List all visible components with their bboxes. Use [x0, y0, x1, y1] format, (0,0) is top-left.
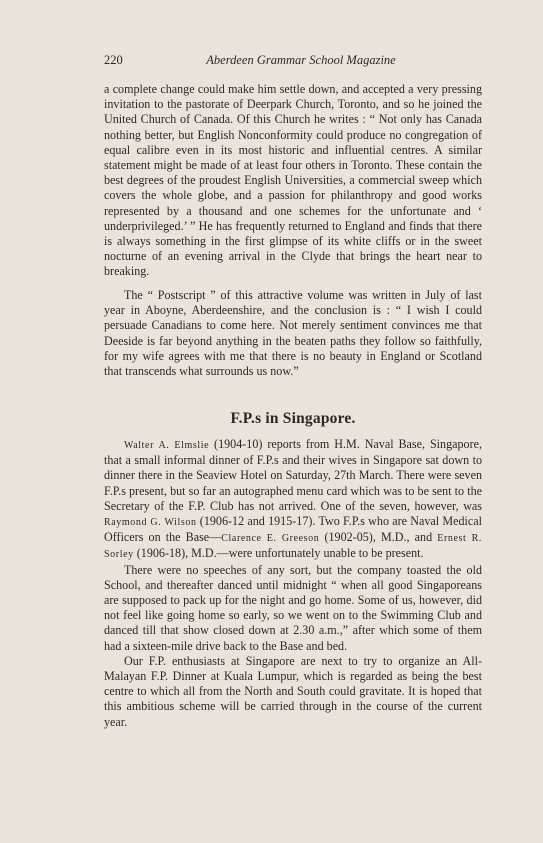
paragraph-text: (1904-10) reports from H.M. Naval Base, Singapore, that a small informal dinner of F.P.s and their wives in Singapore sat down to dinner there in the Seaview Hotel on Saturday, 27th March. There were seven F.P.s present, but so far an autographed menu card which was to be sent to the Secretary of the F.P. Club has not arrived. One of the seven, however, was [104, 437, 483, 513]
page-number: 220 [104, 53, 123, 67]
person-name: Ernest R. Sorley [104, 533, 482, 561]
section-heading: F.P.s in Singapore. [230, 410, 356, 427]
article-paragraph: There were no speeches of any sort, but the company toasted the old School, and thereafter danced until midnight “ when all good Singaporeans are supposed to pack up for the night and go home. Some of us, however, did not feel like going home so early, so we went on to the Swimming Club and danced till that show closed down at 2.30 a.m.,” after which some of them had a sixteen-mile drive back to the Base and bed. [104, 562, 482, 653]
paragraph-text: The “ Postscript ” of this attractive volume was written in July of last year in Aboyne, Aberdeenshire, and the conclusion is : “ I wish I could persuade Canadians to come here. Not merely sentiment convinces me that Deeside is far beyond anything in the beaten paths they follow so faithfully, for my wife agrees with me that there is no beauty in England or Scotland that transcends what surrounds us now.” [104, 288, 482, 379]
singapore-article [104, 437, 482, 730]
article-paragraph [104, 288, 482, 379]
article-paragraph [104, 437, 482, 563]
article-paragraph: Our F.P. enthusiasts at Singapore are next to try to organize an All-Malayan F.P. Dinner at Kuala Lumpur, which is regarded as being the best centre to which all from the North and South could gravitate. It is hoped that this ambitious scheme will be carried through in the course of the current year. [104, 653, 482, 729]
paragraph-text: (1906-12 and 1915-17). Two F.P.s who are Naval Medical Officers on the Base— [104, 514, 482, 545]
paragraph-text: (1902-05), M.D., and [319, 530, 438, 545]
paragraph-text: (1906-18), M.D.—were unfortunately unable to be present. [133, 546, 424, 561]
page-header [104, 52, 498, 68]
person-name: Walter A. Elmslie [124, 440, 210, 451]
person-name: Raymond G. Wilson [104, 517, 197, 529]
running-title: Aberdeen Grammar School Magazine [206, 53, 396, 67]
article-paragraph [104, 82, 482, 280]
person-name: Clarence E. Greeson [221, 533, 320, 545]
paragraph-text: a complete change could make him settle down, and accepted a very pressing invitation to the pastorate of Deerpark Church, Toronto, and so he joined the United Church of Canada. Of this Church he writes : “ Not only has Canada nothing better, but English Nonconformity could produce no congregation of equal calibre even in its most historic and influential centres. A similar statement might be made of at least four others in Toronto. These contain the best degrees of the proudest English Universities, a commercial sweep which covers the whole globe, and a passion for philanthropy and good works represented by a thousand and one schemes for the unfortunate and ‘ underprivileged.’ ” He has frequently returned to England and finds that there is always something in the first glimpse of its white cliffs or in the sweet nocturne of an evening arrival in the Clyde that brings the heart near to breaking. [104, 82, 482, 279]
